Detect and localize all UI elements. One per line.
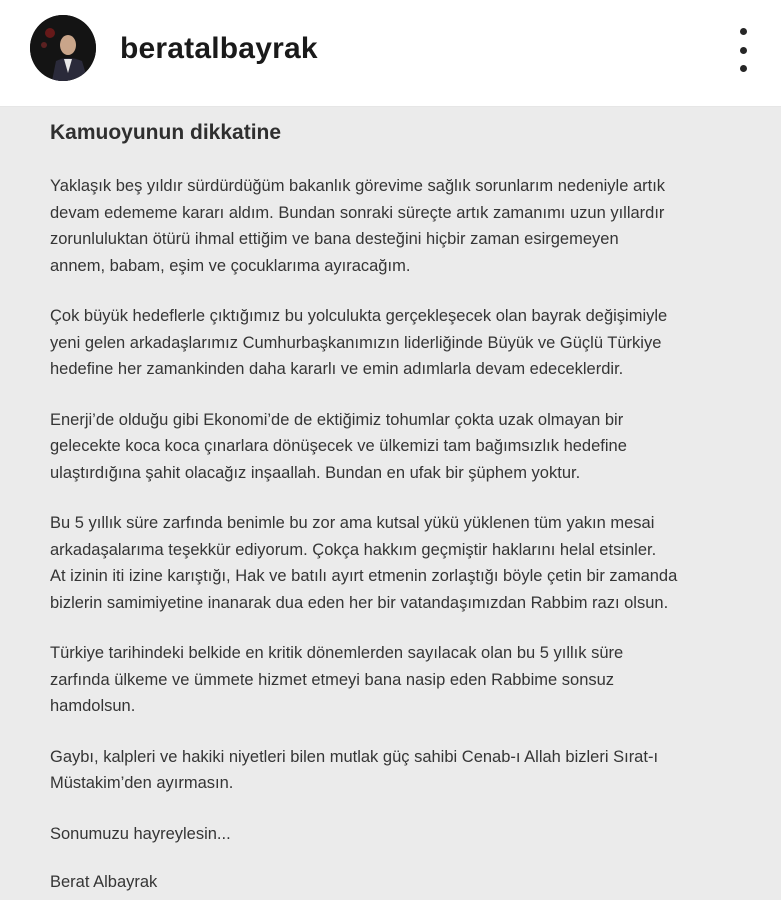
text-line: devam edememe kararı aldım. Bundan sonraki süreçte artık zamanımı uzun yıllardır bbox=[50, 203, 665, 222]
post-text-body bbox=[50, 119, 750, 918]
text-line: zarfında ülkeme ve ümmete hizmet etmeyi bana nasip eden Rabbime sonsuz bbox=[50, 670, 615, 689]
text-line: hamdolsun. bbox=[50, 697, 136, 715]
text-line: Gaybı, kalpleri ve hakiki niyetleri bilen mutlak güç sahibi Cenab-ı Allah bizleri Sırat-ı bbox=[50, 747, 659, 766]
text-line: Enerji’de olduğu gibi Ekonomi’de de ektiğimiz tohumlar çokta uzak olmayan bir bbox=[50, 410, 624, 429]
text-line: Türkiye tarihindeki belkide en kritik dönemlerden sayılacak olan bu 5 yıllık süre bbox=[50, 644, 624, 662]
post-header bbox=[0, 0, 781, 107]
post-title: Kamuoyunun dikkatine bbox=[50, 121, 282, 144]
text-line: hedefine her zamankinden daha kararlı ve emin adımlarla devam edeceklerdir. bbox=[50, 360, 624, 378]
text-line: At izinin iti izine karıştığı, Hak ve batılı ayırt etmenin zorlaştığı böyle çetin bir zamanda bbox=[50, 567, 678, 585]
text-line: zorunluluktan ötürü ihmal ettiğim ve bana desteğini hiçbir zaman esirgemeyen bbox=[50, 230, 619, 248]
text-line: arkadaşalarıma teşekkür ediyorum. Çokça hakkım geçmiştir haklarını helal etsinler. bbox=[50, 540, 657, 559]
dot-icon bbox=[740, 47, 747, 54]
text-line: Yaklaşık beş yıldır sürdürdüğüm bakanlık görevime sağlık sorunlarım nedeniyle artık bbox=[50, 177, 666, 195]
paragraph-6 bbox=[50, 744, 750, 797]
paragraph-1 bbox=[50, 173, 750, 279]
text-line: Bu 5 yıllık süre zarfında benimle bu zor ama kutsal yükü yüklenen tüm yakın mesai bbox=[50, 514, 655, 532]
dot-icon bbox=[740, 65, 747, 72]
signature: Berat Albayrak bbox=[50, 873, 158, 891]
text-line: ulaştırdığına şahit olacağız inşaallah. Bundan en ufak bir şüphem yoktur. bbox=[50, 463, 581, 482]
text-line: Çok büyük hedeflerle çıktığımız bu yolculukta gerçekleşecek olan bayrak değişimiyle bbox=[50, 307, 668, 325]
text-line: bizlerin samimiyetine inanarak dua eden her bir vatandaşımızdan Rabbim razı olsun. bbox=[50, 593, 669, 612]
paragraph-3 bbox=[50, 407, 750, 487]
more-options-button[interactable] bbox=[731, 28, 755, 72]
username[interactable]: beratalbayrak bbox=[120, 32, 318, 65]
paragraph-2 bbox=[50, 303, 750, 383]
text-line: Müstakim’den ayırmasın. bbox=[50, 774, 234, 792]
paragraph-5 bbox=[50, 640, 750, 720]
avatar[interactable] bbox=[30, 15, 96, 81]
dot-icon bbox=[740, 28, 747, 35]
text-line: annem, babam, eşim ve çocuklarıma ayıracağım. bbox=[50, 256, 411, 275]
profile-photo-icon bbox=[30, 15, 96, 81]
text-line: yeni gelen arkadaşlarımız Cumhurbaşkanımızın liderliğinde Büyük ve Güçlü Türkiye bbox=[50, 333, 662, 352]
paragraph-4 bbox=[50, 510, 750, 616]
closing-line: Sonumuzu hayreylesin... bbox=[50, 824, 231, 843]
text-line: gelecekte koca koca çınarlara dönüşecek ve ülkemizi tam bağımsızlık hedefine bbox=[50, 437, 627, 455]
post-image bbox=[0, 107, 781, 900]
